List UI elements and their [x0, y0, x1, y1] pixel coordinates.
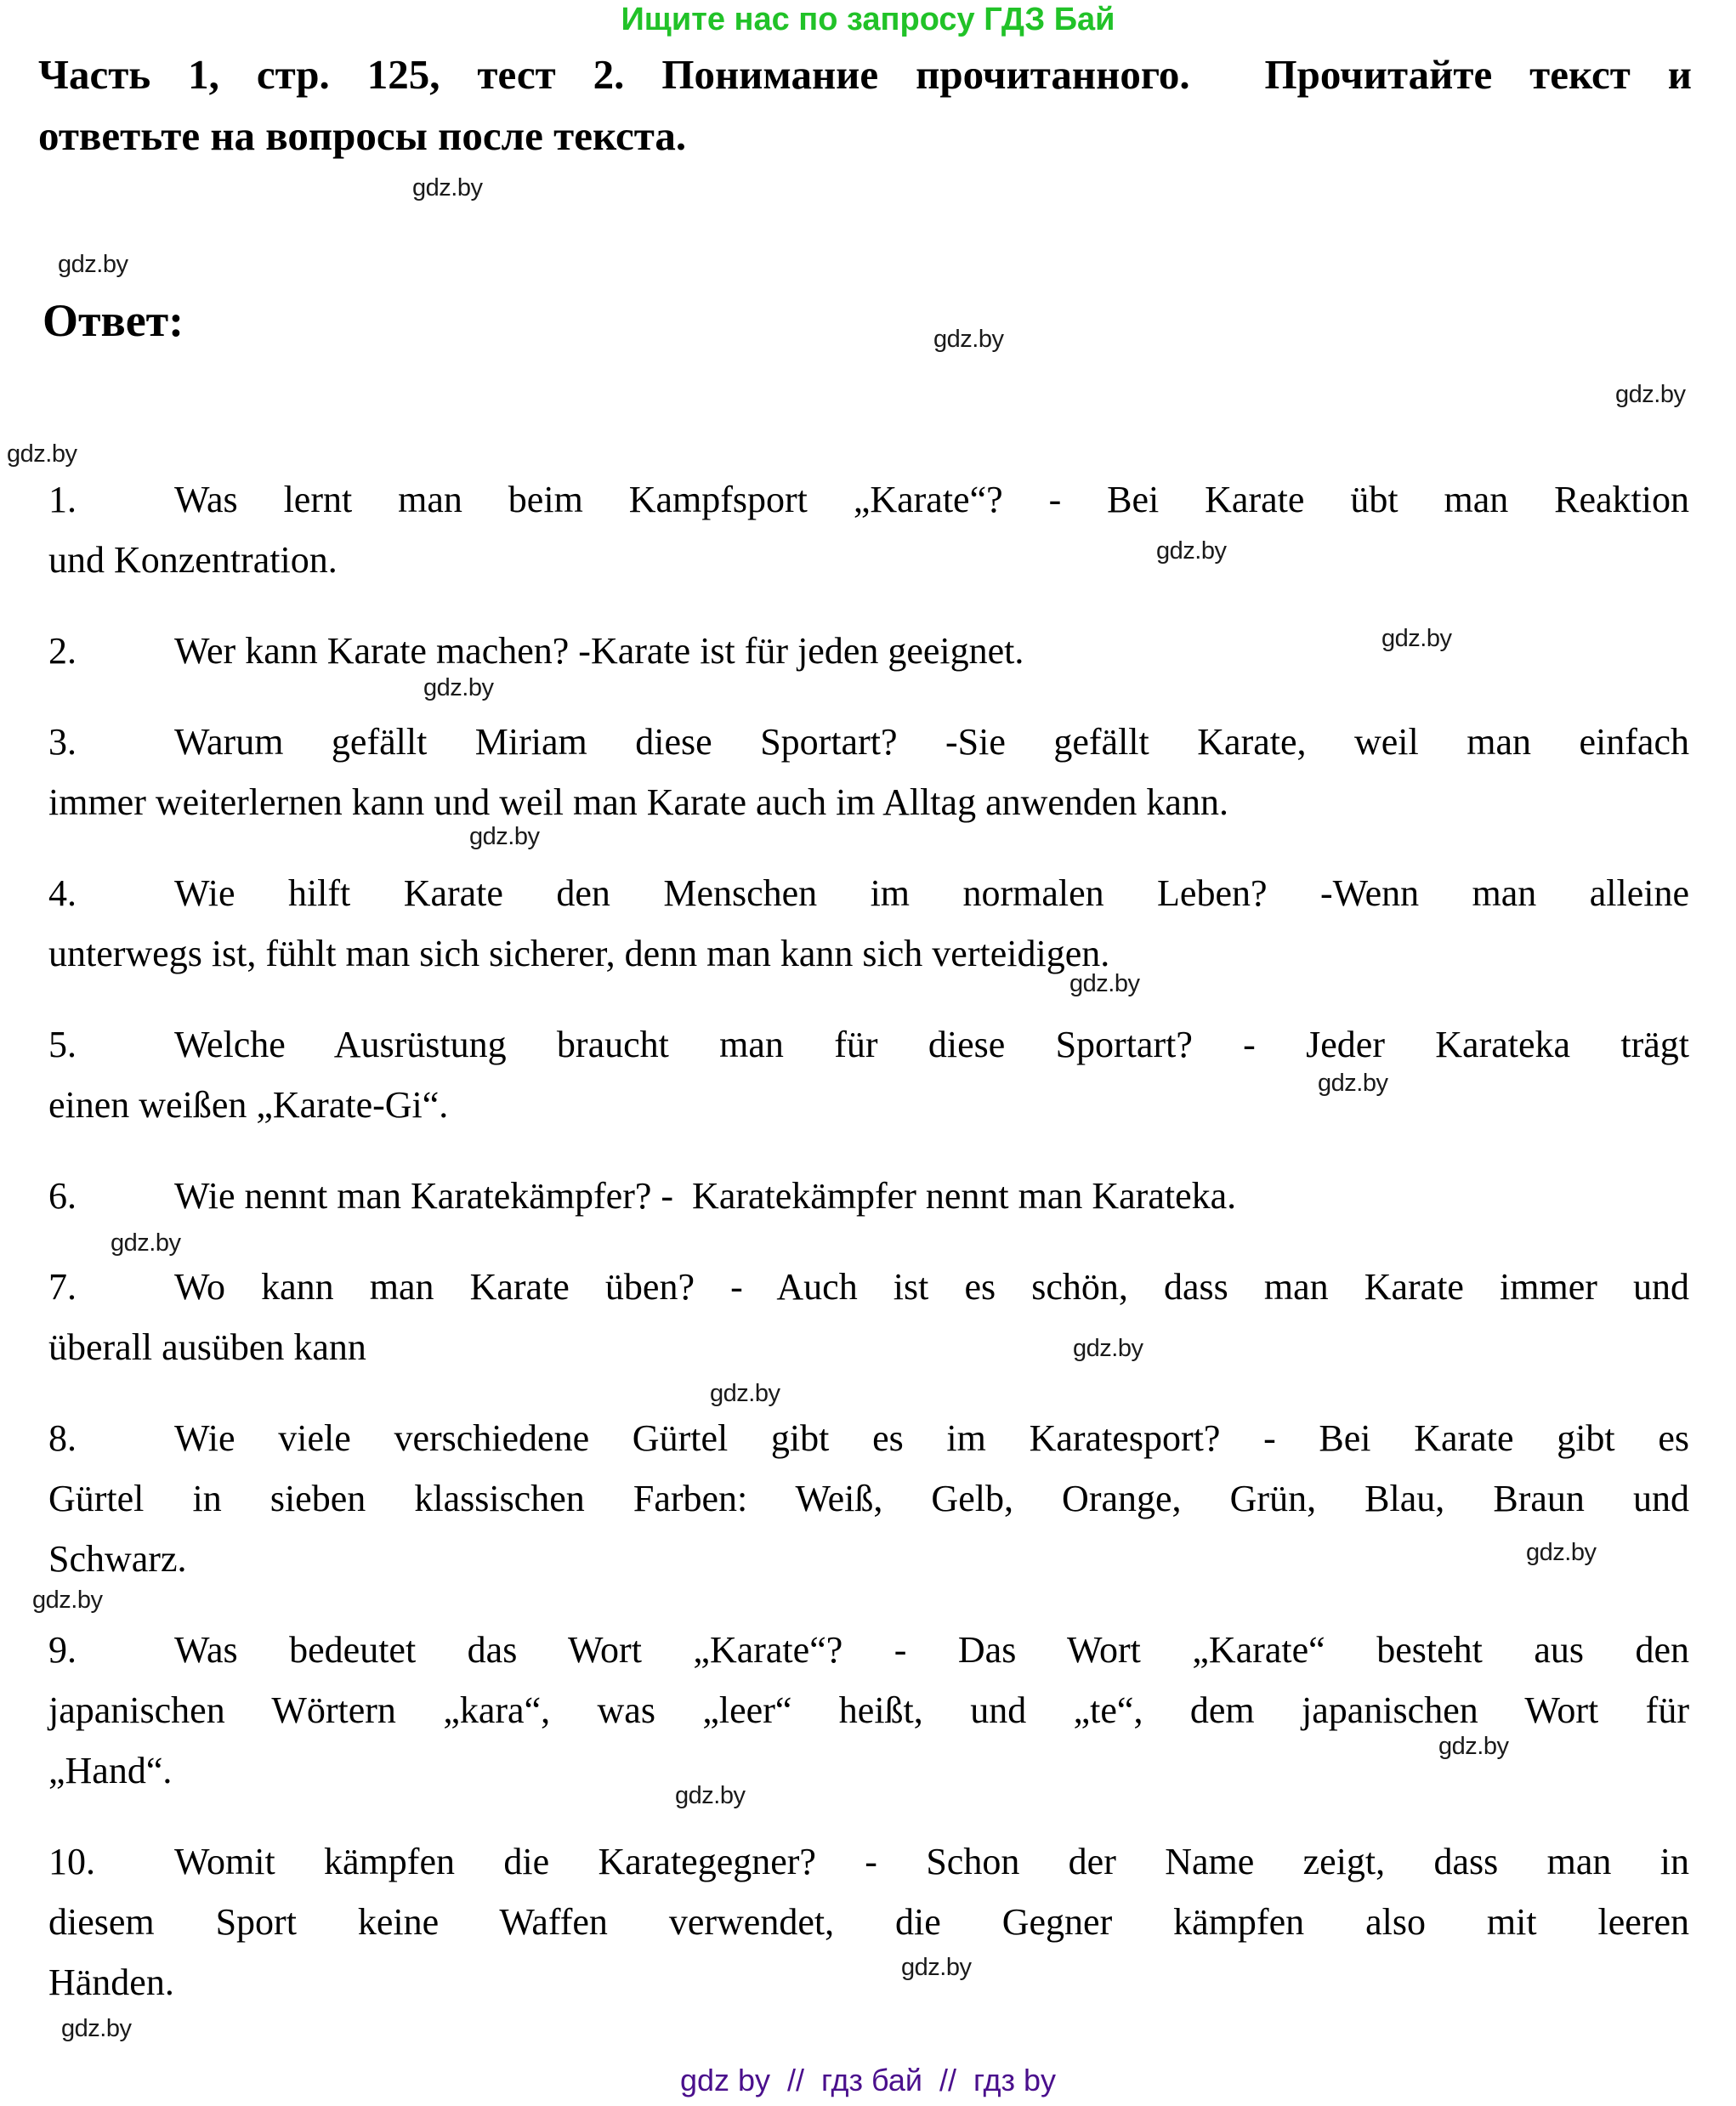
item-line: Warum gefällt Miriam diese Sportart? -Sie gefällt Karate, weil man einfach — [174, 721, 1689, 763]
answer-item-10 — [48, 1831, 1689, 2012]
gdz-watermark: gdz.by — [412, 174, 483, 202]
answer-item-9 — [48, 1620, 1689, 1801]
answer-item-4 — [48, 863, 1689, 984]
gdz-watermark: gdz.by — [1526, 1539, 1597, 1566]
gdz-watermark: gdz.by — [61, 2015, 132, 2042]
item-line: diesem Sport keine Waffen verwendet, die Gegner kämpfen also mit leeren — [48, 1901, 1689, 1943]
item-line: Was bedeutet das Wort „Karate“? - Das Wort „Karate“ besteht aus den — [174, 1629, 1689, 1671]
item-line: Wie nennt man Karatekämpfer? - Karatekämpfer nennt man Karateka. — [174, 1175, 1237, 1217]
item-number: 5. — [48, 1024, 77, 1065]
gdz-watermark: gdz.by — [423, 674, 494, 701]
answer-item-7 — [48, 1257, 1689, 1377]
item-line: und Konzentration. — [48, 539, 338, 581]
gdz-watermark: gdz.by — [58, 251, 128, 278]
item-line: unterwegs ist, fühlt man sich sicherer, denn man kann sich verteidigen. — [48, 933, 1110, 974]
gdz-watermark: gdz.by — [1381, 625, 1452, 652]
item-line: japanischen Wörtern „kara“, was „leer“ heißt, und „te“, dem japanischen Wort für — [48, 1689, 1689, 1731]
gdz-watermark: gdz.by — [1069, 970, 1140, 997]
answer-item-8 — [48, 1408, 1689, 1589]
gdz-watermark: gdz.by — [933, 326, 1004, 353]
item-number: 10. — [48, 1841, 95, 1882]
page-title-line-2: ответьте на вопросы после текста. — [38, 112, 687, 159]
page-title-line-1: Часть 1, стр. 125, тест 2. Понимание прочитанного. Прочитайте текст и — [38, 51, 1692, 98]
gdz-watermark: gdz.by — [675, 1782, 746, 1809]
item-line: Wer kann Karate machen? -Karate ist für jeden geeignet. — [174, 630, 1024, 672]
gdz-watermark: gdz.by — [1073, 1335, 1143, 1362]
item-number: 7. — [48, 1266, 77, 1308]
item-line: einen weißen „Karate-Gi“. — [48, 1084, 449, 1126]
gdz-watermark: gdz.by — [1318, 1070, 1388, 1097]
gdz-watermark: gdz.by — [1156, 537, 1227, 565]
item-number: 4. — [48, 872, 77, 914]
item-line: Wie hilft Karate den Menschen im normalen Leben? -Wenn man alleine — [174, 872, 1689, 914]
item-line: Gürtel in sieben klassischen Farben: Weiß, Gelb, Orange, Grün, Blau, Braun und — [48, 1478, 1689, 1519]
gdz-watermark: gdz.by — [7, 440, 77, 468]
item-line: überall ausüben kann — [48, 1326, 366, 1368]
gdz-watermark: gdz.by — [1438, 1733, 1509, 1760]
gdz-watermark: gdz.by — [901, 1954, 972, 1981]
page-title — [38, 44, 1692, 167]
answer-item-3 — [48, 712, 1689, 832]
item-line: Was lernt man beim Kampfsport „Karate“? - Bei Karate übt man Reaktion — [174, 479, 1689, 520]
item-number: 8. — [48, 1417, 77, 1459]
item-line: Schwarz. — [48, 1538, 187, 1580]
answer-heading: Ответ: — [43, 295, 184, 346]
answer-item-1 — [48, 469, 1689, 590]
item-line: Welche Ausrüstung braucht man für diese Sportart? - Jeder Karateka trägt — [174, 1024, 1689, 1065]
answers-list — [48, 469, 1689, 2043]
promo-banner: Ищите нас по запросу ГДЗ Бай — [621, 2, 1115, 37]
answer-item-5 — [48, 1014, 1689, 1135]
gdz-watermark: gdz.by — [111, 1229, 181, 1257]
item-number: 2. — [48, 630, 77, 672]
item-line: Händen. — [48, 1961, 174, 2003]
item-number: 3. — [48, 721, 77, 763]
item-line: Wie viele verschiedene Gürtel gibt es im Karatesport? - Bei Karate gibt es — [174, 1417, 1689, 1459]
item-number: 6. — [48, 1175, 77, 1217]
gdz-watermark: gdz.by — [710, 1380, 780, 1407]
footer-text: gdz by // гдз бай // гдз by — [679, 2063, 1057, 2097]
item-number: 9. — [48, 1629, 77, 1671]
item-line: Wo kann man Karate üben? - Auch ist es schön, dass man Karate immer und — [174, 1266, 1689, 1308]
item-line: „Hand“. — [48, 1750, 173, 1791]
item-line: immer weiterlernen kann und weil man Karate auch im Alltag anwenden kann. — [48, 781, 1228, 823]
gdz-watermark: gdz.by — [1615, 381, 1686, 408]
gdz-watermark: gdz.by — [32, 1587, 103, 1614]
gdz-watermark: gdz.by — [469, 823, 540, 850]
answer-item-6 — [48, 1166, 1689, 1226]
item-line: Womit kämpfen die Karategegner? - Schon der Name zeigt, dass man in — [174, 1841, 1689, 1882]
item-number: 1. — [48, 479, 77, 520]
